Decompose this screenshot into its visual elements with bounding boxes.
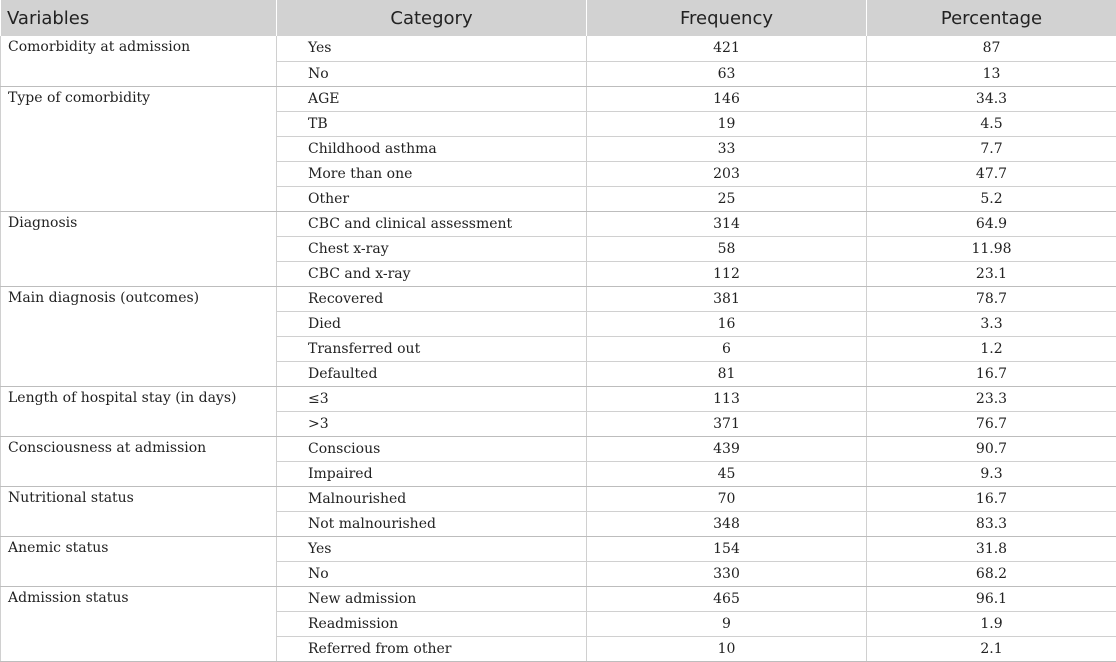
variable-cell: Anemic status	[1, 536, 277, 586]
category-cell: AGE	[277, 86, 587, 111]
category-cell: Other	[277, 186, 587, 211]
table-row	[1, 436, 1116, 461]
frequency-cell: 70	[587, 486, 867, 511]
frequency-cell: 113	[587, 386, 867, 411]
frequency-cell: 348	[587, 511, 867, 536]
category-cell: Recovered	[277, 286, 587, 311]
frequency-cell: 45	[587, 461, 867, 486]
frequency-cell: 314	[587, 211, 867, 236]
header-category: Category	[277, 0, 587, 36]
category-cell: >3	[277, 411, 587, 436]
table-row	[1, 486, 1116, 511]
frequency-cell: 16	[587, 311, 867, 336]
percentage-cell: 11.98	[867, 236, 1116, 261]
percentage-cell: 16.7	[867, 361, 1116, 386]
category-cell: TB	[277, 111, 587, 136]
table-header	[1, 0, 1116, 36]
frequency-cell: 33	[587, 136, 867, 161]
category-cell: Referred from other	[277, 636, 587, 661]
frequency-cell: 465	[587, 586, 867, 611]
category-cell: ≤3	[277, 386, 587, 411]
variable-cell: Admission status	[1, 586, 277, 661]
frequency-cell: 330	[587, 561, 867, 586]
category-cell: Transferred out	[277, 336, 587, 361]
frequency-cell: 203	[587, 161, 867, 186]
frequency-cell: 421	[587, 36, 867, 61]
category-cell: CBC and x-ray	[277, 261, 587, 286]
frequency-cell: 112	[587, 261, 867, 286]
table-row	[1, 86, 1116, 111]
frequency-cell: 19	[587, 111, 867, 136]
frequency-cell: 63	[587, 61, 867, 86]
category-cell: Impaired	[277, 461, 587, 486]
category-cell: Yes	[277, 536, 587, 561]
percentage-cell: 76.7	[867, 411, 1116, 436]
table-row	[1, 286, 1116, 311]
variable-cell: Length of hospital stay (in days)	[1, 386, 277, 436]
percentage-cell: 2.1	[867, 636, 1116, 661]
percentage-cell: 13	[867, 61, 1116, 86]
category-cell: More than one	[277, 161, 587, 186]
percentage-cell: 3.3	[867, 311, 1116, 336]
table-row	[1, 211, 1116, 236]
category-cell: Readmission	[277, 611, 587, 636]
header-frequency: Frequency	[587, 0, 867, 36]
table-row	[1, 586, 1116, 611]
category-cell: Not malnourished	[277, 511, 587, 536]
percentage-cell: 90.7	[867, 436, 1116, 461]
category-cell: New admission	[277, 586, 587, 611]
percentage-cell: 1.2	[867, 336, 1116, 361]
table-row	[1, 36, 1116, 61]
variable-cell: Consciousness at admission	[1, 436, 277, 486]
category-cell: Defaulted	[277, 361, 587, 386]
frequency-cell: 6	[587, 336, 867, 361]
percentage-cell: 96.1	[867, 586, 1116, 611]
percentage-cell: 47.7	[867, 161, 1116, 186]
percentage-cell: 87	[867, 36, 1116, 61]
percentage-cell: 7.7	[867, 136, 1116, 161]
table-body	[1, 36, 1116, 661]
percentage-cell: 5.2	[867, 186, 1116, 211]
header-variables: Variables	[1, 0, 277, 36]
category-cell: No	[277, 561, 587, 586]
category-cell: Conscious	[277, 436, 587, 461]
frequency-cell: 58	[587, 236, 867, 261]
category-cell: Chest x-ray	[277, 236, 587, 261]
frequency-cell: 81	[587, 361, 867, 386]
frequency-cell: 9	[587, 611, 867, 636]
frequency-cell: 381	[587, 286, 867, 311]
table-row	[1, 536, 1116, 561]
percentage-cell: 83.3	[867, 511, 1116, 536]
percentage-cell: 31.8	[867, 536, 1116, 561]
variable-cell: Main diagnosis (outcomes)	[1, 286, 277, 386]
frequency-cell: 154	[587, 536, 867, 561]
percentage-cell: 9.3	[867, 461, 1116, 486]
frequency-cell: 371	[587, 411, 867, 436]
header-percentage: Percentage	[867, 0, 1116, 36]
percentage-cell: 1.9	[867, 611, 1116, 636]
category-cell: CBC and clinical assessment	[277, 211, 587, 236]
percentage-cell: 34.3	[867, 86, 1116, 111]
frequency-cell: 439	[587, 436, 867, 461]
frequency-cell: 10	[587, 636, 867, 661]
percentage-cell: 16.7	[867, 486, 1116, 511]
percentage-cell: 4.5	[867, 111, 1116, 136]
category-cell: Childhood asthma	[277, 136, 587, 161]
percentage-cell: 78.7	[867, 286, 1116, 311]
header-row	[1, 0, 1116, 36]
category-cell: No	[277, 61, 587, 86]
category-cell: Malnourished	[277, 486, 587, 511]
percentage-cell: 64.9	[867, 211, 1116, 236]
category-cell: Died	[277, 311, 587, 336]
percentage-cell: 23.3	[867, 386, 1116, 411]
variable-cell: Comorbidity at admission	[1, 36, 277, 86]
variable-cell: Nutritional status	[1, 486, 277, 536]
variable-cell: Type of comorbidity	[1, 86, 277, 211]
frequency-cell: 25	[587, 186, 867, 211]
percentage-cell: 68.2	[867, 561, 1116, 586]
table-row	[1, 386, 1116, 411]
frequency-cell: 146	[587, 86, 867, 111]
category-cell: Yes	[277, 36, 587, 61]
variable-cell: Diagnosis	[1, 211, 277, 286]
percentage-cell: 23.1	[867, 261, 1116, 286]
